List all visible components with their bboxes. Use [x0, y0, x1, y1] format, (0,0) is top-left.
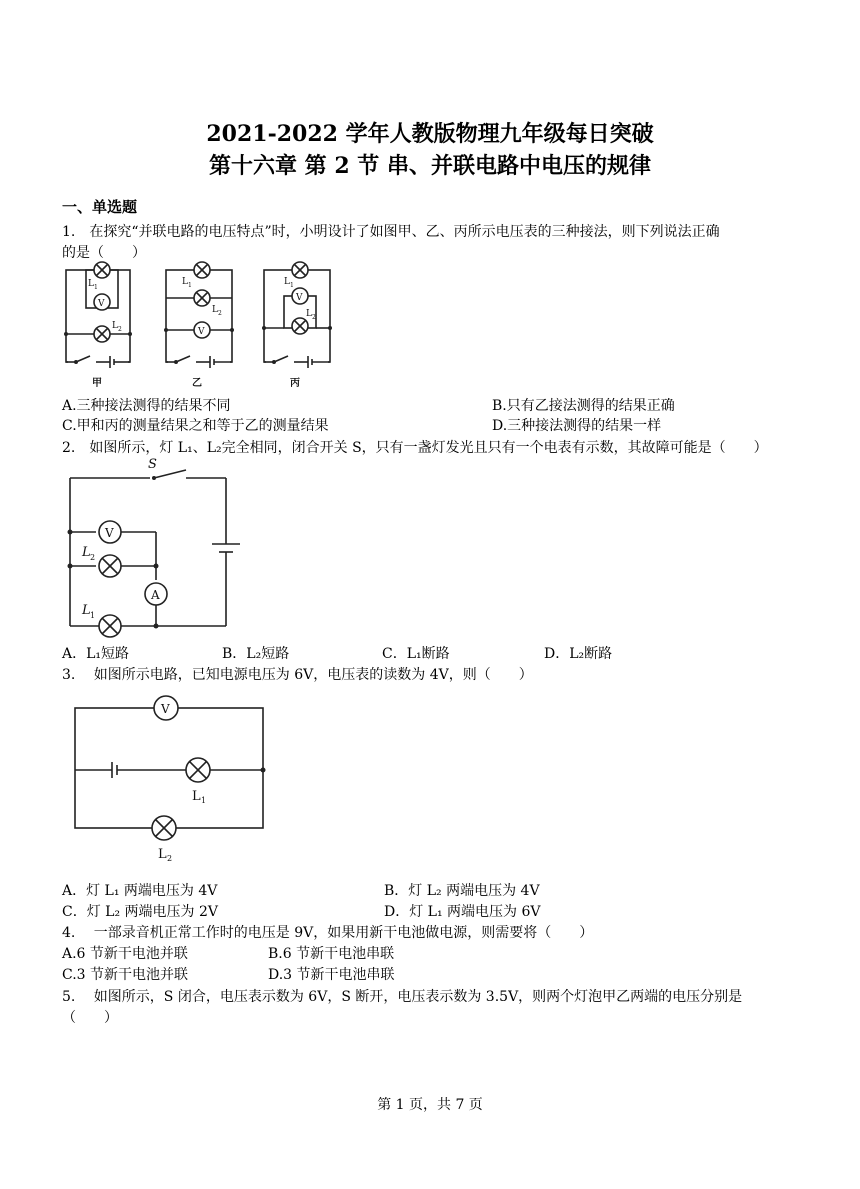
label-l1-sub: 1 [188, 282, 192, 289]
label-l1: L [284, 277, 290, 287]
q1-figure-jia [60, 262, 140, 390]
label-l1: L [82, 603, 91, 618]
q1-option-d[interactable]: D.三种接法测得的结果一样 [492, 418, 662, 434]
label-l2-sub: 2 [312, 314, 316, 321]
q2-figure [60, 456, 250, 636]
label-l2: L [212, 305, 218, 315]
q4-stem-line1: 4. 一部录音机正常工作时的电压是 9V，如果用新干电池做电源，则需要将（ ） [62, 925, 594, 941]
q3-option-c[interactable]: C．灯 L₂ 两端电压为 2V [62, 904, 218, 920]
q2-stem-line1: 2. 如图所示，灯 L₁、L₂完全相同，闭合开关 S，只有一盏灯发光且只有一个电表有示数，其故障可能是（ ） [62, 440, 768, 456]
voltmeter-label: V [198, 327, 205, 337]
q2-option-b[interactable]: B．L₂短路 [222, 646, 290, 662]
q4-option-c[interactable]: C.3 节新干电池并联 [62, 967, 189, 983]
doc-title-line1: 2021-2022 学年人教版物理九年级每日突破 [206, 121, 654, 147]
label-l2-sub: 2 [167, 854, 173, 863]
label-l1: L [88, 279, 94, 289]
label-l2-sub: 2 [90, 553, 96, 562]
q1-figure-bing [258, 262, 338, 390]
fig-label-jia: 甲 [92, 378, 102, 389]
q2-option-d[interactable]: D．L₂断路 [544, 646, 613, 662]
q2-option-a[interactable]: A．L₁短路 [62, 646, 130, 662]
voltmeter-label: V [98, 299, 105, 309]
page-footer: 第 1 页，共 7 页 [377, 1097, 483, 1113]
label-l2-sub: 2 [218, 310, 222, 317]
q3-figure [72, 696, 272, 866]
label-l2: L [112, 321, 118, 331]
voltmeter-label: V [161, 702, 170, 716]
q5-stem-line2: （ ） [62, 1010, 118, 1026]
label-l1-sub: 1 [94, 284, 98, 291]
q3-option-d[interactable]: D．灯 L₁ 两端电压为 6V [384, 904, 541, 920]
q5-stem-line1: 5. 如图所示，S 闭合，电压表示数为 6V，S 断开，电压表示数为 3.5V，则两个灯泡甲乙两端的电压分别是 [62, 989, 743, 1005]
q3-option-b[interactable]: B．灯 L₂ 两端电压为 4V [384, 883, 540, 899]
label-l1: L [182, 277, 188, 287]
voltmeter-label: V [105, 526, 114, 540]
q1-option-c[interactable]: C.甲和丙的测量结果之和等于乙的测量结果 [62, 418, 329, 434]
label-l1-sub: 1 [90, 611, 96, 620]
q1-option-b[interactable]: B.只有乙接法测得的结果正确 [492, 398, 675, 414]
section-heading: 一、单选题 [62, 198, 138, 216]
voltmeter-label: V [296, 293, 303, 303]
switch-label: S [148, 457, 157, 472]
q4-option-d[interactable]: D.3 节新干电池串联 [268, 967, 395, 983]
q2-option-c[interactable]: C．L₁断路 [382, 646, 450, 662]
label-l2: L [82, 545, 91, 560]
q4-option-a[interactable]: A.6 节新干电池并联 [62, 946, 188, 962]
label-l1-sub: 1 [290, 282, 294, 289]
fig-label-bing: 丙 [290, 378, 300, 389]
label-l2: L [158, 847, 167, 862]
label-l2: L [306, 309, 312, 319]
doc-title-line2: 第十六章 第 2 节 串、并联电路中电压的规律 [209, 153, 651, 179]
label-l1: L [192, 789, 201, 804]
fig-label-yi: 乙 [192, 378, 202, 389]
q4-option-b[interactable]: B.6 节新干电池串联 [268, 946, 395, 962]
label-l2-sub: 2 [118, 326, 122, 333]
q3-stem-line1: 3. 如图所示电路，已知电源电压为 6V，电压表的读数为 4V，则（ ） [62, 667, 533, 683]
q1-figure-yi [160, 262, 240, 390]
q1-stem-line1: 1. 在探究“并联电路的电压特点”时，小明设计了如图甲、乙、丙所示电压表的三种接法，则下列说法正确 [62, 224, 720, 240]
q1-stem-line2: 的是（ ） [62, 245, 146, 261]
label-l1-sub: 1 [201, 796, 207, 805]
q3-option-a[interactable]: A．灯 L₁ 两端电压为 4V [62, 883, 218, 899]
ammeter-label: A [151, 588, 160, 602]
q1-option-a[interactable]: A.三种接法测得的结果不同 [62, 398, 231, 414]
switch-icon [154, 470, 186, 478]
